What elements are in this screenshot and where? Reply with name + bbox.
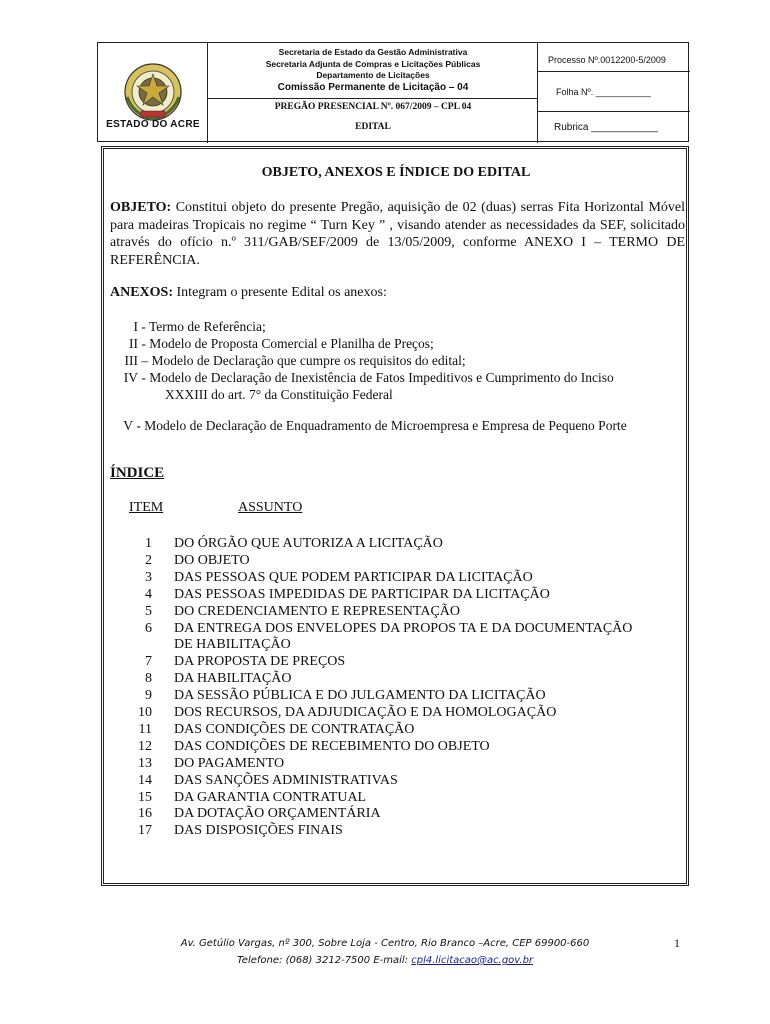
processo-number: Processo Nº.0012200-5/2009 <box>548 55 666 65</box>
indice-row-subject: DAS DISPOSIÇÕES FINAIS <box>174 823 343 839</box>
folha-divider <box>538 111 690 112</box>
edital-line: EDITAL <box>355 122 391 132</box>
secretaria-adjunta-line: Secretaria Adjunta de Compras e Licitações Públicas <box>265 59 481 69</box>
document-body <box>101 146 689 886</box>
indice-row-subject: DO PAGAMENTO <box>174 755 285 771</box>
indice-row-subject: DA HABILITAÇÃO <box>174 671 292 687</box>
header-divider <box>208 98 538 99</box>
comissao-line: Comissão Permanente de Licitação – 04 <box>277 82 469 93</box>
anexo-item: III – Modelo de Declaração que cumpre os requisitos do edital; <box>124 353 466 368</box>
anexo-item-continuation: XXXIII do art. 7° da Constituição Federal <box>165 387 393 402</box>
rubrica-field: Rubrica ____________ <box>554 122 658 133</box>
folha-field: Folha Nº. ___________ <box>556 87 651 97</box>
footer-contact <box>0 955 770 966</box>
state-label: ESTADO DO ACRE <box>106 119 200 130</box>
pregao-line: PREGÃO PRESENCIAL Nº. 067/2009 – CPL 04 <box>274 102 472 112</box>
departamento-line: Departamento de Licitações <box>316 70 430 80</box>
indice-row-number: 13 <box>138 755 152 771</box>
indice-row-subject: DAS PESSOAS QUE PODEM PARTICIPAR DA LICITAÇÃO <box>174 569 533 585</box>
indice-row-subject: DAS CONDIÇÕES DE RECEBIMENTO DO OBJETO <box>174 738 490 754</box>
indice-row-number: 1 <box>145 536 152 551</box>
indice-row-number: 8 <box>145 671 152 687</box>
indice-row-number: 15 <box>138 789 152 805</box>
indice-row-subject: DO OBJETO <box>174 552 250 568</box>
indice-row-subject: DA ENTREGA DOS ENVELOPES DA PROPOS TA E DA DOCUMENTAÇÃO <box>174 620 633 636</box>
indice-row-subject: DOS RECURSOS, DA ADJUDICAÇÃO E DA HOMOLOGAÇÃO <box>174 705 557 720</box>
anexos-paragraph <box>110 284 685 302</box>
indice-column-item: ITEM <box>129 500 164 515</box>
indice-row-number: 9 <box>145 688 152 704</box>
indice-row-number: 3 <box>145 569 152 585</box>
indice-row-number: 6 <box>145 620 152 636</box>
footer-address: Av. Getúlio Vargas, nº 300, Sobre Loja - Centro, Rio Branco –Acre, CEP 69900-660 <box>180 938 590 949</box>
process-divider <box>538 71 690 72</box>
indice-row-number: 17 <box>138 823 152 839</box>
indice-row-number: 5 <box>145 603 152 619</box>
indice-row-number: 16 <box>138 806 152 822</box>
anexos-label: ANEXOS: <box>110 285 174 300</box>
footer-phone: Telefone: (068) 3212-7500 E-mail: <box>236 955 412 966</box>
indice-row-subject: DA PROPOSTA DE PREÇOS <box>174 654 346 670</box>
indice-row-number: 2 <box>145 552 152 568</box>
header-title-cell <box>208 43 538 143</box>
objeto-label: OBJETO: <box>110 200 172 215</box>
indice-row-subject: DO CREDENCIAMENTO E REPRESENTAÇÃO <box>174 603 461 619</box>
header-logo-cell <box>98 43 208 143</box>
footer-email-link[interactable]: cpl4.licitacao@ac.gov.br <box>411 955 534 966</box>
indice-row-subject: DE HABILITAÇÃO <box>174 637 291 653</box>
anexo-item: II - Modelo de Proposta Comercial e Planilha de Preços; <box>129 336 434 351</box>
indice-row-number: 12 <box>138 738 152 754</box>
indice-row-subject: DAS CONDIÇÕES DE CONTRATAÇÃO <box>174 721 415 737</box>
anexo-item: V - Modelo de Declaração de Enquadramento de Microempresa e Empresa de Pequeno Porte <box>123 418 627 433</box>
indice-row-subject: DAS SANÇÕES ADMINISTRATIVAS <box>174 772 398 788</box>
indice-row-subject: DO ÓRGÃO QUE AUTORIZA A LICITAÇÃO <box>174 536 443 551</box>
header-process-cell <box>538 43 690 143</box>
objeto-paragraph <box>110 199 685 269</box>
document-header <box>97 42 689 142</box>
indice-row-number: 10 <box>138 705 152 720</box>
indice-row-subject: DA SESSÃO PÚBLICA E DO JULGAMENTO DA LICITAÇÃO <box>174 688 546 704</box>
secretaria-line: Secretaria de Estado da Gestão Administrativa <box>278 47 468 57</box>
indice-row-number: 4 <box>145 586 152 602</box>
indice-row-number: 14 <box>138 772 152 788</box>
anexo-item: IV - Modelo de Declaração de Inexistência de Fatos Impeditivos e Cumprimento do Inciso <box>123 370 614 385</box>
acre-coat-of-arms-icon <box>122 61 184 123</box>
indice-heading: ÍNDICE <box>110 465 165 481</box>
anexos-text: Integram o presente Edital os anexos: <box>173 285 387 300</box>
anexo-item: I - Termo de Referência; <box>133 319 266 334</box>
indice-column-assunto: ASSUNTO <box>238 500 303 515</box>
page-title: OBJETO, ANEXOS E ÍNDICE DO EDITAL <box>261 165 531 180</box>
objeto-text: Constitui objeto do presente Pregão, aquisição de 02 (duas) serras Fita Horizontal Móvel para madeiras Tropicais no regime “ Turn Key ” , visando atender as necessidades da SEF, solicitado através do ofício n.º 311/GAB/SEF/2009 de 13/05/2009, conforme ANEXO I – TERMO DE REFERÊNCIA. <box>110 200 685 268</box>
indice-row-subject: DA DOTAÇÃO ORÇAMENTÁRIA <box>174 806 381 822</box>
indice-row-number: 11 <box>138 721 152 737</box>
page-number: 1 <box>674 936 680 950</box>
indice-row-subject: DAS PESSOAS IMPEDIDAS DE PARTICIPAR DA LICITAÇÃO <box>174 586 550 602</box>
indice-row-subject: DA GARANTIA CONTRATUAL <box>174 789 367 805</box>
indice-row-number: 7 <box>145 654 152 670</box>
